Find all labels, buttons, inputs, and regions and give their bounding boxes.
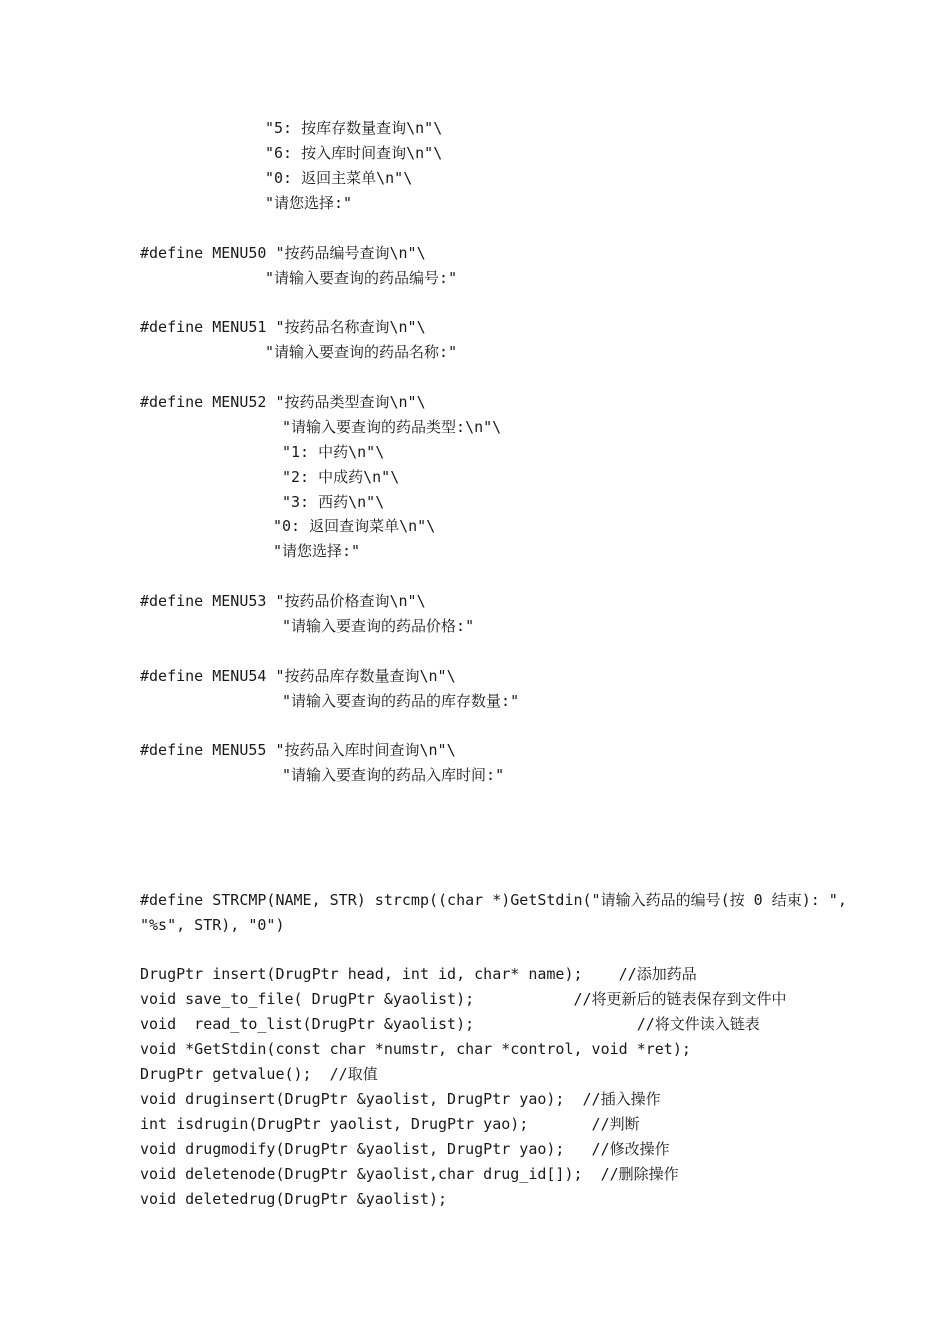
code-line: "0: 返回查询菜单\n"\ — [273, 517, 436, 535]
code-line: "请输入要查询的药品的库存数量:" — [282, 692, 520, 710]
code-line: #define MENU52 "按药品类型查询\n"\ — [140, 393, 426, 411]
code-line: "请输入要查询的药品名称:" — [265, 343, 458, 361]
code-line: #define MENU55 "按药品入库时间查询\n"\ — [140, 741, 456, 759]
code-line: "请您选择:" — [273, 542, 361, 560]
code-line: DrugPtr getvalue(); //取值 — [140, 1065, 378, 1083]
code-line: #define STRCMP(NAME, STR) strcmp((char *)GetStdin("请输入药品的编号(按 0 结束): ", — [140, 891, 847, 909]
code-line: void deletenode(DrugPtr &yaolist,char drug_id[]); //删除操作 — [140, 1165, 679, 1183]
code-line: #define MENU54 "按药品库存数量查询\n"\ — [140, 667, 456, 685]
code-line: "5: 按库存数量查询\n"\ — [265, 119, 443, 137]
code-line: int isdrugin(DrugPtr yaolist, DrugPtr yao); //判断 — [140, 1115, 640, 1133]
code-line: #define MENU53 "按药品价格查询\n"\ — [140, 592, 426, 610]
code-line: "请输入要查询的药品编号:" — [265, 269, 458, 287]
code-line: "2: 中成药\n"\ — [282, 468, 400, 486]
code-line: "请输入要查询的药品类型:\n"\ — [282, 418, 502, 436]
code-line: "请您选择:" — [265, 194, 353, 212]
code-line: void druginsert(DrugPtr &yaolist, DrugPtr yao); //插入操作 — [140, 1090, 661, 1108]
code-line: void drugmodify(DrugPtr &yaolist, DrugPtr yao); //修改操作 — [140, 1140, 670, 1158]
code-line: void deletedrug(DrugPtr &yaolist); — [140, 1190, 448, 1208]
code-line: void *GetStdin(const char *numstr, char *control, void *ret); — [140, 1040, 691, 1058]
code-line: #define MENU51 "按药品名称查询\n"\ — [140, 318, 426, 336]
code-line: "3: 西药\n"\ — [282, 493, 385, 511]
code-line: "%s", STR), "0") — [140, 916, 285, 934]
code-line: "请输入要查询的药品入库时间:" — [282, 766, 505, 784]
code-line: DrugPtr insert(DrugPtr head, int id, char* name); //添加药品 — [140, 965, 697, 983]
code-line: "0: 返回主菜单\n"\ — [265, 169, 413, 187]
code-line: void save_to_file( DrugPtr &yaolist); //将更新后的链表保存到文件中 — [140, 990, 787, 1008]
code-line: #define MENU50 "按药品编号查询\n"\ — [140, 244, 426, 262]
code-line: "1: 中药\n"\ — [282, 443, 385, 461]
code-line: "6: 按入库时间查询\n"\ — [265, 144, 443, 162]
code-line: "请输入要查询的药品价格:" — [282, 617, 475, 635]
code-line: void read_to_list(DrugPtr &yaolist); //将文件读入链表 — [140, 1015, 760, 1033]
